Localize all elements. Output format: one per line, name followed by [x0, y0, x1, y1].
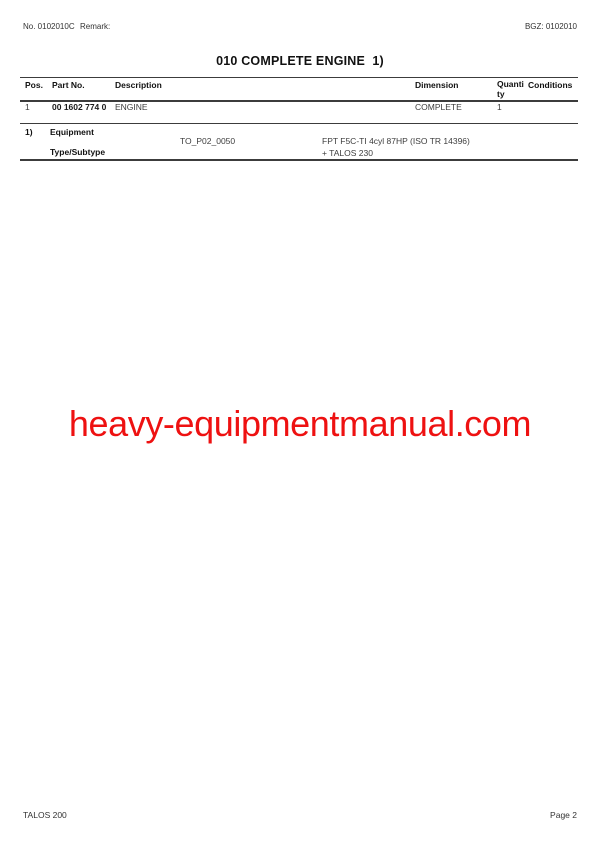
- bgz-number: BGZ: 0102010: [524, 22, 577, 31]
- equipment-label: Equipment: [50, 127, 94, 137]
- row-dimension: COMPLETE: [415, 102, 462, 112]
- row-part-no: 00 1602 774 0: [52, 102, 107, 112]
- column-header-description: Description: [115, 80, 162, 90]
- row-description: ENGINE: [115, 102, 148, 112]
- doc-number: No. 0102010C: [23, 22, 75, 31]
- equipment-description-line2: + TALOS 230: [322, 148, 373, 158]
- table-top-rule: [20, 77, 578, 78]
- watermark-text: heavy-equipmentmanual.com: [68, 403, 532, 444]
- equipment-description-line1: FPT F5C-TI 4cyl 87HP (ISO TR 14396): [322, 136, 470, 146]
- column-header-quantity-line1: Quanti: [497, 79, 524, 89]
- equipment-code: TO_P02_0050: [180, 136, 236, 146]
- row-pos: 1: [25, 102, 30, 112]
- page-title: 010 COMPLETE ENGINE 1): [216, 54, 384, 68]
- equipment-top-rule: [20, 123, 578, 124]
- footer-page-number: Page 2: [550, 810, 577, 820]
- column-header-conditions: Conditions: [528, 80, 573, 90]
- column-header-dimension: Dimension: [415, 80, 459, 90]
- column-header-quantity-line2: ty: [497, 88, 505, 99]
- equipment-bottom-rule: [20, 159, 578, 161]
- column-header-part-no: Part No.: [52, 80, 85, 90]
- column-header-pos: Pos.: [25, 80, 43, 90]
- footer-model-name: TALOS 200: [23, 810, 67, 820]
- row-quantity: 1: [497, 102, 502, 112]
- equipment-footnote-marker: 1): [25, 127, 33, 137]
- equipment-type-label: Type/Subtype: [50, 147, 106, 157]
- remark-label: Remark:: [80, 22, 111, 31]
